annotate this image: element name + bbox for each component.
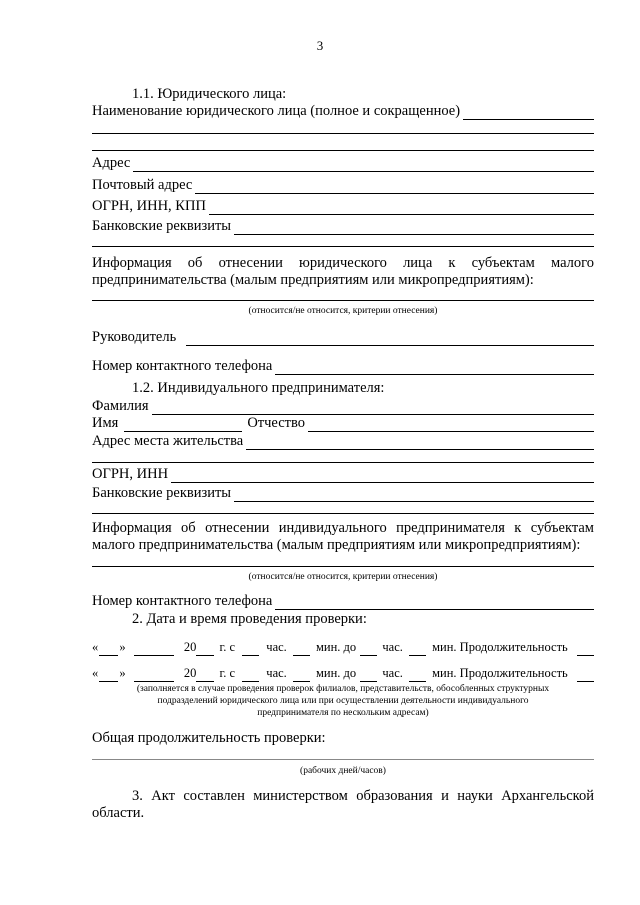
multi-address-note-line-1: (заполняется в случае проведения проверок филиалов, представительств, обособленных структурных	[136, 684, 550, 694]
open-quote: «	[92, 640, 99, 654]
close-quote: »	[119, 666, 126, 680]
residence-line-2[interactable]	[92, 462, 594, 463]
ogrn-inn-kpp-label: ОГРН, ИНН, КПП	[92, 198, 206, 214]
head-field[interactable]	[186, 332, 594, 346]
info-word: индивидуального	[278, 520, 387, 536]
residence-field[interactable]	[246, 436, 594, 450]
postal-address-label: Почтовый адрес	[92, 177, 193, 193]
page-number: 3	[316, 38, 324, 53]
info-word: малого	[551, 255, 594, 271]
total-duration-label: Общая продолжительность проверки:	[92, 730, 326, 746]
act-word: и	[441, 788, 449, 804]
ogrn-inn-kpp-row	[92, 198, 594, 215]
bank-details-row	[92, 218, 594, 235]
info-word: Информация	[92, 255, 172, 271]
start-hour-field-2[interactable]	[242, 669, 259, 682]
ogrn-inn-kpp-field[interactable]	[209, 201, 594, 215]
info-word: об	[181, 520, 196, 536]
start-minute-field-2[interactable]	[293, 669, 310, 682]
head-label: Руководитель	[92, 329, 177, 345]
legal-entity-name-row	[92, 103, 594, 120]
residence-row	[92, 433, 594, 450]
info-word: субъектам	[530, 520, 594, 536]
end-minute-field-1[interactable]	[409, 643, 426, 656]
start-hour-field-1[interactable]	[242, 643, 259, 656]
act-word: Акт	[151, 788, 175, 804]
hours-label: час.	[382, 666, 403, 680]
first-name-label: Имя	[92, 415, 119, 431]
surname-field[interactable]	[152, 401, 595, 415]
legal-entity-phone-field[interactable]	[275, 361, 594, 375]
multi-address-note-line-2: подразделений юридического лица или при осуществлении деятельности индивидуального	[157, 696, 529, 706]
year-field-2[interactable]	[196, 669, 213, 682]
day-field-2[interactable]	[99, 669, 118, 682]
ip-info-caption: (относится/не относится, критерии отнесения)	[248, 572, 438, 582]
ip-info-line-2: малого предпринимательства (малым предприятиям или микропредприятиям):	[92, 537, 581, 553]
act-word: составлен	[183, 788, 245, 804]
info-word: отнесении	[205, 520, 270, 536]
multi-address-note-line-3: предпринимателя по нескольким адресам)	[257, 708, 429, 718]
month-field-2[interactable]	[134, 669, 174, 682]
bank-details-field[interactable]	[234, 221, 594, 235]
info-word: предпринимателя	[396, 520, 505, 536]
surname-label: Фамилия	[92, 398, 149, 414]
ip-bank-details-label: Банковские реквизиты	[92, 485, 232, 501]
open-quote: «	[92, 666, 99, 680]
date-time-row-2	[92, 665, 594, 682]
ip-bank-details-field[interactable]	[234, 488, 594, 502]
close-quote: »	[119, 640, 126, 654]
day-field-1[interactable]	[99, 643, 118, 656]
act-word: министерством	[253, 788, 348, 804]
start-minute-field-1[interactable]	[293, 643, 310, 656]
info-word: субъектам	[471, 255, 535, 271]
postal-address-field[interactable]	[195, 180, 594, 194]
ip-phone-row	[92, 593, 594, 610]
end-hour-field-1[interactable]	[360, 643, 377, 656]
act-word: науки	[457, 788, 493, 804]
hours-label: час.	[266, 666, 287, 680]
bank-details-label: Банковские реквизиты	[92, 218, 232, 234]
surname-row	[92, 398, 594, 415]
date-time-row-1	[92, 639, 594, 656]
section-1-1-heading: 1.1. Юридического лица:	[132, 86, 287, 102]
year-prefix: 20	[183, 666, 197, 680]
residence-label: Адрес места жительства	[92, 433, 244, 449]
first-name-field[interactable]	[124, 419, 242, 432]
section-2-heading: 2. Дата и время проведения проверки:	[132, 611, 367, 627]
ip-ogrn-inn-row	[92, 466, 594, 483]
duration-label: мин. Продолжительность	[432, 666, 568, 680]
month-field-1[interactable]	[134, 643, 174, 656]
legal-entity-phone-label: Номер контактного телефона	[92, 358, 273, 374]
ip-phone-label: Номер контактного телефона	[92, 593, 273, 609]
ip-info-field[interactable]	[92, 566, 594, 567]
legal-entity-name-line-3[interactable]	[92, 150, 594, 151]
patronymic-field[interactable]	[308, 418, 594, 432]
section-3-line-1	[132, 788, 594, 805]
year-field-1[interactable]	[196, 643, 213, 656]
from-label: г. с	[219, 666, 236, 680]
info-word: Информация	[92, 520, 172, 536]
act-word: образования	[356, 788, 433, 804]
info-word: лица	[403, 255, 433, 271]
name-patronymic-row	[92, 415, 594, 432]
info-word: отнесении	[218, 255, 283, 271]
postal-address-row	[92, 177, 594, 194]
legal-entity-info-line-2: предпринимательства (малым предприятиям или микропредприятиям):	[92, 272, 534, 288]
info-word: об	[187, 255, 203, 271]
duration-field-1[interactable]	[577, 643, 594, 656]
bank-details-line-2[interactable]	[92, 246, 594, 247]
legal-entity-info-caption: (относится/не относится, критерии отнесения)	[248, 306, 438, 316]
info-word: юридического	[299, 255, 387, 271]
legal-entity-name-label: Наименование юридического лица (полное и сокращенное)	[92, 103, 461, 119]
total-duration-caption: (рабочих дней/часов)	[300, 766, 386, 776]
ip-ogrn-inn-label: ОГРН, ИНН	[92, 466, 169, 482]
ip-bank-details-line-2[interactable]	[92, 513, 594, 514]
from-label: г. с	[219, 640, 236, 654]
address-row	[92, 155, 594, 172]
legal-entity-phone-row	[92, 358, 594, 375]
legal-entity-name-field[interactable]	[463, 106, 594, 120]
ip-bank-details-row	[92, 485, 594, 502]
hours-label: час.	[266, 640, 287, 654]
duration-field-2[interactable]	[577, 669, 594, 682]
year-prefix: 20	[183, 640, 197, 654]
patronymic-label: Отчество	[247, 415, 305, 431]
section-1-2-heading: 1.2. Индивидуального предпринимателя:	[132, 380, 385, 396]
minutes-to-label: мин. до	[316, 666, 357, 680]
legal-entity-info-line-1	[92, 255, 594, 272]
section-3-line-2: области.	[92, 805, 145, 821]
head-row	[92, 329, 594, 346]
info-word: к	[448, 255, 456, 271]
info-word: к	[514, 520, 522, 536]
ip-info-line-1	[92, 520, 594, 537]
address-label: Адрес	[92, 155, 131, 171]
act-word: 3.	[132, 788, 143, 804]
total-duration-field[interactable]	[92, 759, 594, 760]
minutes-to-label: мин. до	[316, 640, 357, 654]
legal-entity-info-field[interactable]	[92, 300, 594, 301]
legal-entity-name-line-2[interactable]	[92, 133, 594, 134]
end-minute-field-2[interactable]	[409, 669, 426, 682]
duration-label: мин. Продолжительность	[432, 640, 568, 654]
end-hour-field-2[interactable]	[360, 669, 377, 682]
act-word: Архангельской	[501, 788, 594, 804]
ip-phone-field[interactable]	[275, 596, 594, 610]
ip-ogrn-inn-field[interactable]	[171, 469, 594, 483]
hours-label: час.	[382, 640, 403, 654]
address-field[interactable]	[133, 158, 594, 172]
